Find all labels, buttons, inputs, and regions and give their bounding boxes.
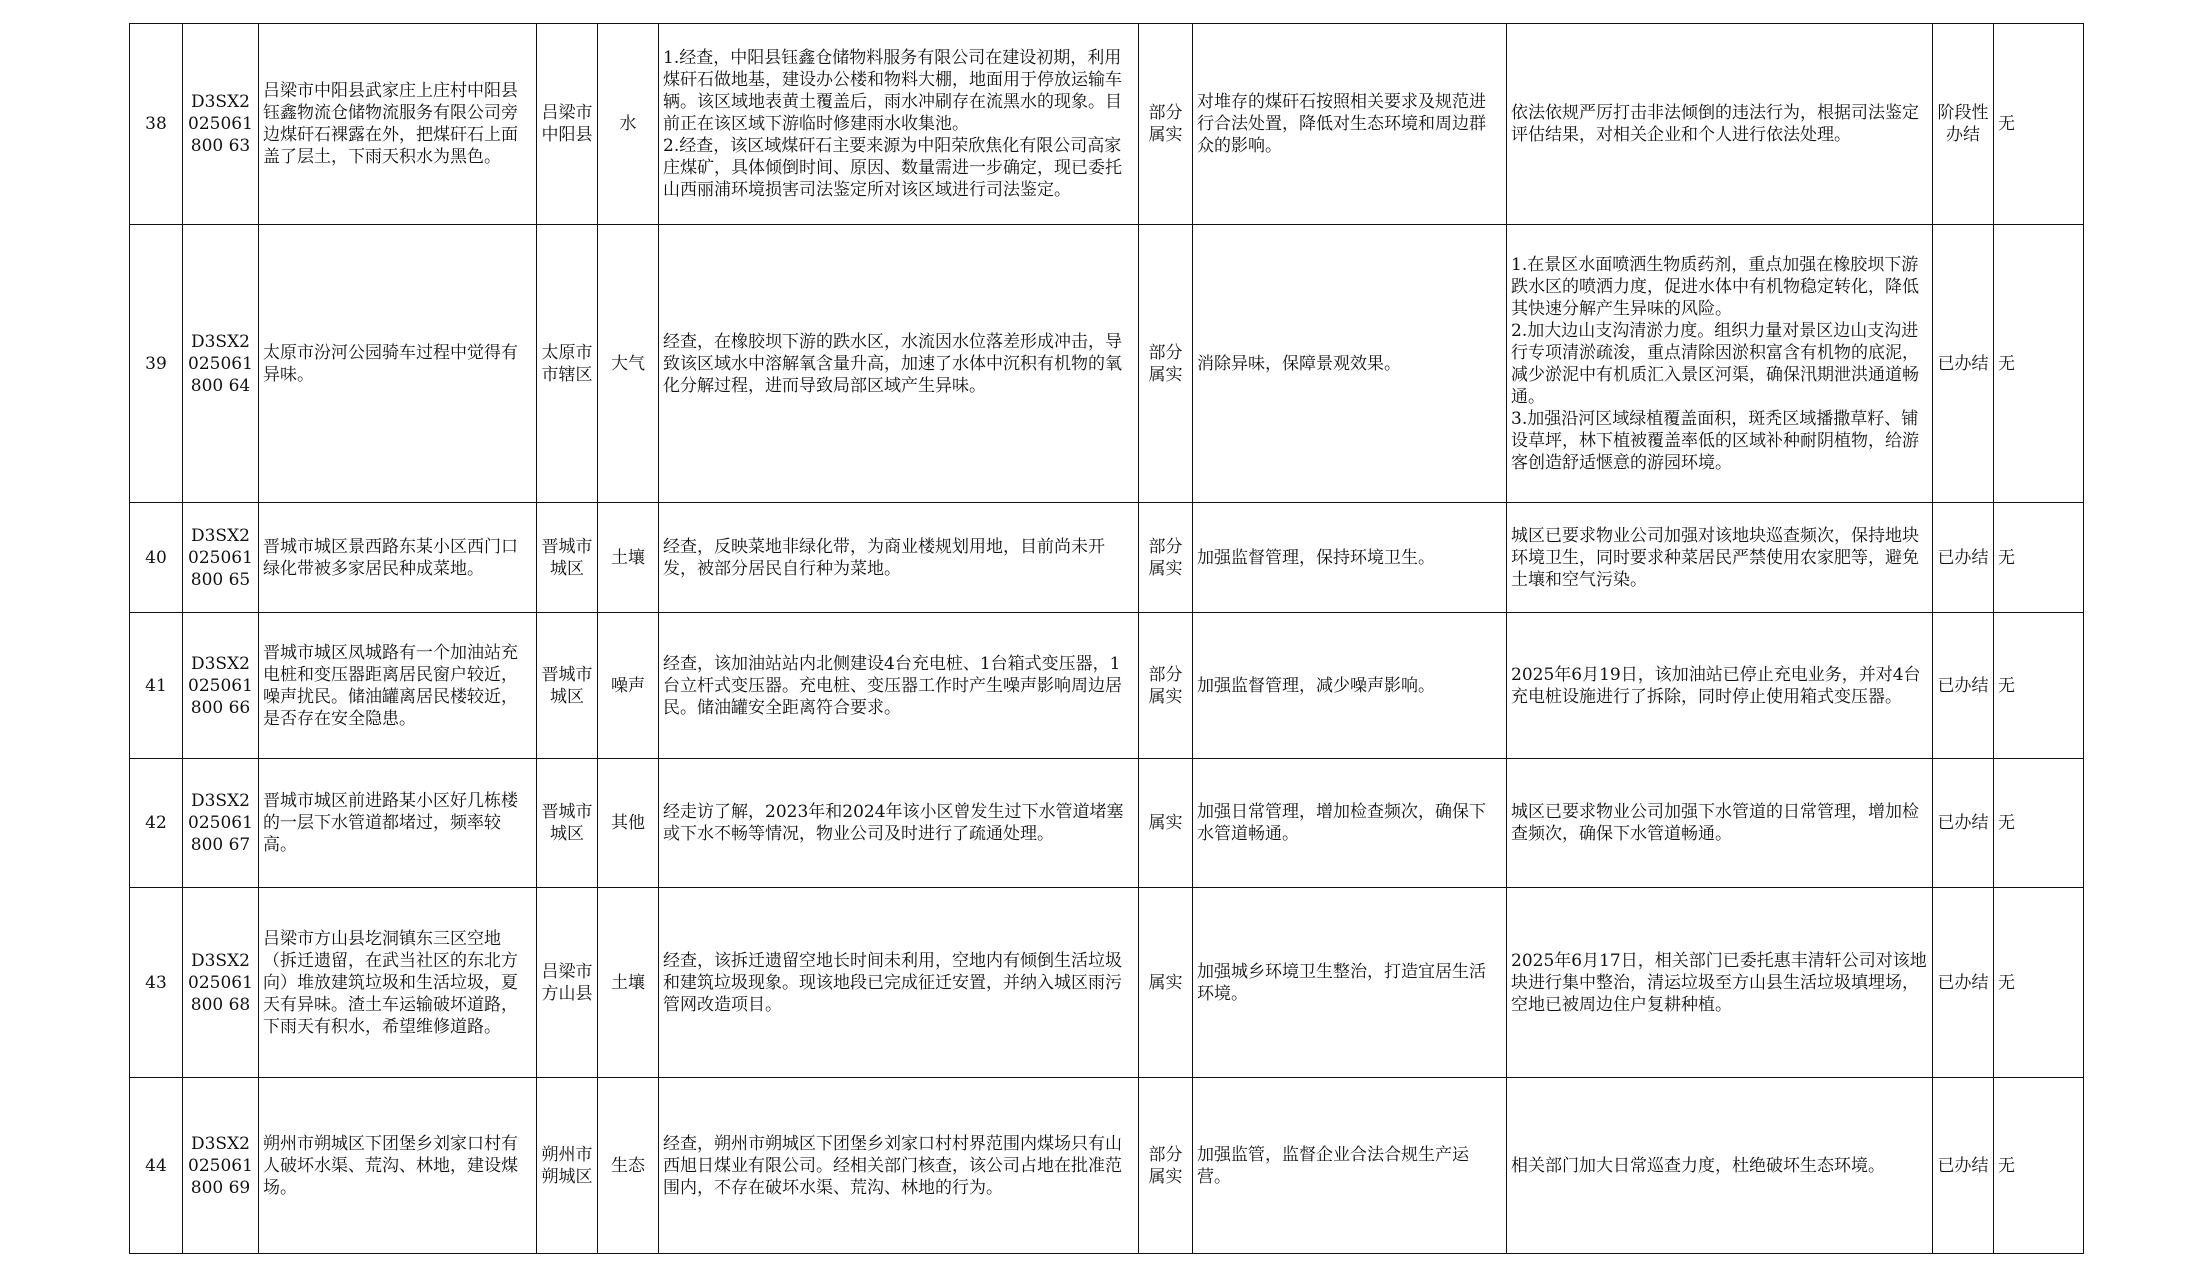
- complaint-text: 吕梁市方山县圪洞镇东三区空地（拆迁遗留，在武当社区的东北方向）堆放建筑垃圾和生活垃圾，夏天有异味。渣土车运输破坏道路，下雨天有积水，希望维修道路。: [259, 888, 537, 1078]
- rectification-goal: 加强监督管理，保持环境卫生。: [1193, 503, 1507, 613]
- table-row: [130, 888, 2084, 1078]
- investigation-finding: 经查，反映菜地非绿化带，为商业楼规划用地，目前尚未开发，被部分居民自行种为菜地。: [659, 503, 1139, 613]
- pollution-type: 水: [598, 24, 659, 225]
- pollution-type: 大气: [598, 225, 659, 503]
- complaint-text: 吕梁市中阳县武家庄上庄村中阳县钰鑫物流仓储物流服务有限公司旁边煤矸石裸露在外，把煤矸石上面盖了层土，下雨天积水为黑色。: [259, 24, 537, 225]
- table-row: [130, 503, 2084, 613]
- region: 晋城市城区: [537, 503, 598, 613]
- row-number: 38: [130, 24, 183, 225]
- status: 已办结: [1933, 759, 1994, 888]
- rectification-goal: 加强日常管理，增加检查频次，确保下水管道畅通。: [1193, 759, 1507, 888]
- case-id: D3SX2025061800 67: [183, 759, 259, 888]
- row-number: 40: [130, 503, 183, 613]
- table-row: [130, 759, 2084, 888]
- remark: 无: [1994, 24, 2084, 225]
- case-id: D3SX2025061800 63: [183, 24, 259, 225]
- complaint-text: 太原市汾河公园骑车过程中觉得有异味。: [259, 225, 537, 503]
- row-number: 39: [130, 225, 183, 503]
- investigation-finding: 经查，该加油站站内北侧建设4台充电桩、1台箱式变压器，1台立杆式变压器。充电桩、变压器工作时产生噪声影响周边居民。储油罐安全距离符合要求。: [659, 613, 1139, 759]
- verdict: 部分属实: [1139, 1078, 1193, 1254]
- investigation-finding: 经查，该拆迁遗留空地长时间未利用，空地内有倾倒生活垃圾和建筑垃圾现象。现该地段已完成征迁安置，并纳入城区雨污管网改造项目。: [659, 888, 1139, 1078]
- complaint-text: 晋城市城区凤城路有一个加油站充电桩和变压器距离居民窗户较近，噪声扰民。储油罐离居民楼较近，是否存在安全隐患。: [259, 613, 537, 759]
- table-row: [130, 1078, 2084, 1254]
- investigation-finding: 经查，朔州市朔城区下团堡乡刘家口村村界范围内煤场只有山西旭日煤业有限公司。经相关部门核查，该公司占地在批准范围内，不存在破坏水渠、荒沟、林地的行为。: [659, 1078, 1139, 1254]
- case-id: D3SX2025061800 64: [183, 225, 259, 503]
- table-row: [130, 613, 2084, 759]
- rectification-action: 1.在景区水面喷洒生物质药剂，重点加强在橡胶坝下游跌水区的喷洒力度，促进水体中有机物稳定转化，降低其快速分解产生异味的风险。 2.加大边山支沟清淤力度。组织力量对景区边山支沟进行专项清淤疏浚，重点清除因淤积富含有机物的底泥，减少淤泥中有机质汇入景区河渠，确保汛期泄洪通道畅通。 3.加强沿河区域绿植覆盖面积，斑秃区域播撒草籽、铺设草坪，林下植被覆盖率低的区域补种耐阴植物，给游客创造舒适惬意的游园环境。: [1507, 225, 1933, 503]
- verdict: 属实: [1139, 759, 1193, 888]
- case-id: D3SX2025061800 66: [183, 613, 259, 759]
- row-number: 42: [130, 759, 183, 888]
- investigation-finding: 经查，在橡胶坝下游的跌水区，水流因水位落差形成冲击，导致该区域水中溶解氧含量升高，加速了水体中沉积有机物的氧化分解过程，进而导致局部区域产生异味。: [659, 225, 1139, 503]
- region: 晋城市城区: [537, 613, 598, 759]
- status: 阶段性办结: [1933, 24, 1994, 225]
- rectification-action: 依法依规严厉打击非法倾倒的违法行为，根据司法鉴定评估结果，对相关企业和个人进行依法处理。: [1507, 24, 1933, 225]
- pollution-type: 土壤: [598, 503, 659, 613]
- verdict: 属实: [1139, 888, 1193, 1078]
- rectification-action: 城区已要求物业公司加强下水管道的日常管理，增加检查频次，确保下水管道畅通。: [1507, 759, 1933, 888]
- pollution-type: 噪声: [598, 613, 659, 759]
- region: 吕梁市中阳县: [537, 24, 598, 225]
- investigation-finding: 1.经查，中阳县钰鑫仓储物料服务有限公司在建设初期，利用煤矸石做地基，建设办公楼和物料大棚，地面用于停放运输车辆。该区域地表黄土覆盖后，雨水冲刷存在流黑水的现象。目前正在该区域下游临时修建雨水收集池。 2.经查，该区域煤矸石主要来源为中阳荣欣焦化有限公司高家庄煤矿，具体倾倒时间、原因、数量需进一步确定，现已委托山西丽浦环境损害司法鉴定所对该区域进行司法鉴定。: [659, 24, 1139, 225]
- pollution-type: 生态: [598, 1078, 659, 1254]
- verdict: 部分属实: [1139, 503, 1193, 613]
- status: 已办结: [1933, 503, 1994, 613]
- rectification-action: 2025年6月19日，该加油站已停止充电业务，并对4台充电桩设施进行了拆除，同时停止使用箱式变压器。: [1507, 613, 1933, 759]
- case-id: D3SX2025061800 68: [183, 888, 259, 1078]
- region: 太原市市辖区: [537, 225, 598, 503]
- row-number: 44: [130, 1078, 183, 1254]
- rectification-action: 相关部门加大日常巡查力度，杜绝破坏生态环境。: [1507, 1078, 1933, 1254]
- rectification-goal: 加强监督管理，减少噪声影响。: [1193, 613, 1507, 759]
- rectification-goal: 消除异味，保障景观效果。: [1193, 225, 1507, 503]
- rectification-goal: 对堆存的煤矸石按照相关要求及规范进行合法处置，降低对生态环境和周边群众的影响。: [1193, 24, 1507, 225]
- region: 晋城市城区: [537, 759, 598, 888]
- status: 已办结: [1933, 1078, 1994, 1254]
- case-id: D3SX2025061800 69: [183, 1078, 259, 1254]
- table-row: [130, 24, 2084, 225]
- rectification-goal: 加强监管，监督企业合法合规生产运营。: [1193, 1078, 1507, 1254]
- region: 吕梁市方山县: [537, 888, 598, 1078]
- remark: 无: [1994, 1078, 2084, 1254]
- remark: 无: [1994, 613, 2084, 759]
- row-number: 43: [130, 888, 183, 1078]
- rectification-action: 2025年6月17日，相关部门已委托惠丰清轩公司对该地块进行集中整治，清运垃圾至方山县生活垃圾填埋场，空地已被周边住户复耕种植。: [1507, 888, 1933, 1078]
- case-table: [129, 23, 2084, 1254]
- rectification-goal: 加强城乡环境卫生整治，打造宜居生活环境。: [1193, 888, 1507, 1078]
- verdict: 部分属实: [1139, 613, 1193, 759]
- complaint-text: 朔州市朔城区下团堡乡刘家口村有人破坏水渠、荒沟、林地，建设煤场。: [259, 1078, 537, 1254]
- remark: 无: [1994, 888, 2084, 1078]
- case-id: D3SX2025061800 65: [183, 503, 259, 613]
- rectification-action: 城区已要求物业公司加强对该地块巡查频次，保持地块环境卫生，同时要求种菜居民严禁使用农家肥等，避免土壤和空气污染。: [1507, 503, 1933, 613]
- complaint-text: 晋城市城区景西路东某小区西门口绿化带被多家居民种成菜地。: [259, 503, 537, 613]
- table-row: [130, 225, 2084, 503]
- remark: 无: [1994, 225, 2084, 503]
- pollution-type: 其他: [598, 759, 659, 888]
- complaint-text: 晋城市城区前进路某小区好几栋楼的一层下水管道都堵过，频率较高。: [259, 759, 537, 888]
- status: 已办结: [1933, 888, 1994, 1078]
- row-number: 41: [130, 613, 183, 759]
- verdict: 部分属实: [1139, 24, 1193, 225]
- investigation-finding: 经走访了解，2023年和2024年该小区曾发生过下水管道堵塞或下水不畅等情况，物业公司及时进行了疏通处理。: [659, 759, 1139, 888]
- status: 已办结: [1933, 613, 1994, 759]
- pollution-type: 土壤: [598, 888, 659, 1078]
- verdict: 部分属实: [1139, 225, 1193, 503]
- remark: 无: [1994, 503, 2084, 613]
- remark: 无: [1994, 759, 2084, 888]
- region: 朔州市朔城区: [537, 1078, 598, 1254]
- status: 已办结: [1933, 225, 1994, 503]
